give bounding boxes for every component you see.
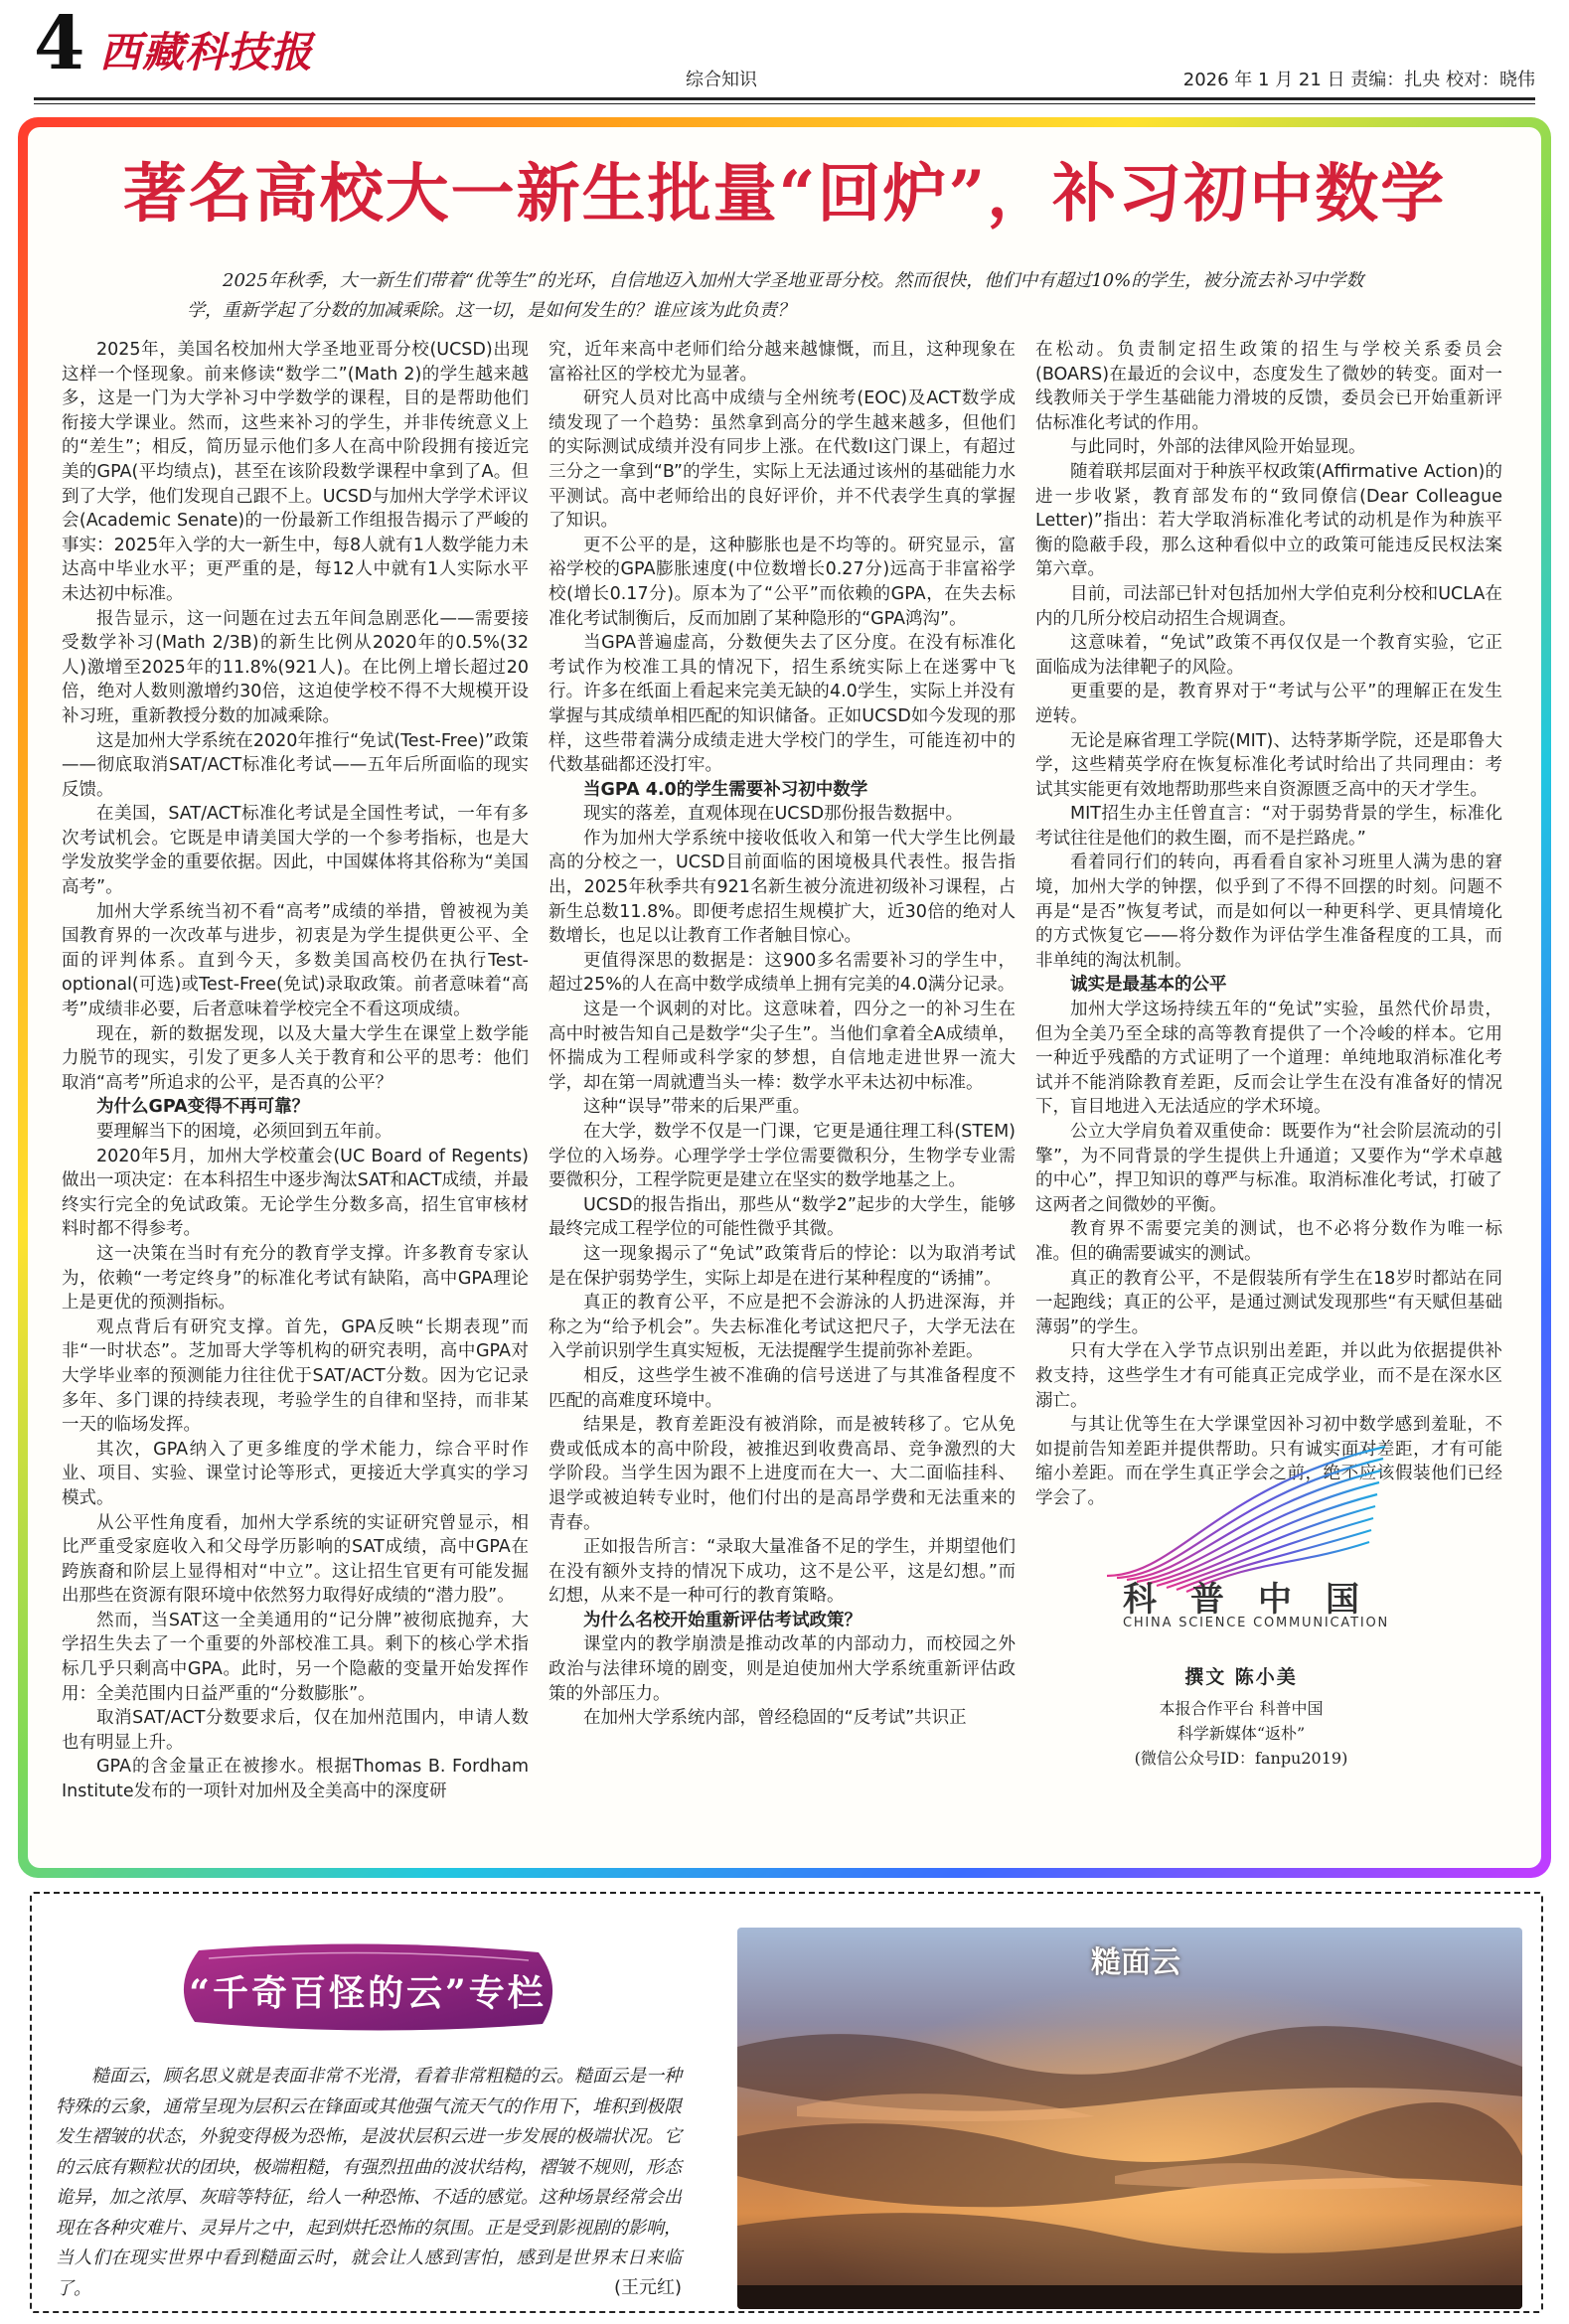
article-paragraph: 这意味着，“免试”政策不再仅仅是一个教育实验，它正面临成为法律靶子的风险。 [1035,633,1502,678]
article-paragraph: 从公平性角度看，加州大学系统的实证研究曾显示，相比严重受家庭收入和父母学历影响的SAT成绩，高中GPA在跨族裔和阶层上显得相对“中立”。这让招生官更有可能发掘出那些在资源有限环境中依然努力取得好成绩的“潜力股”。 [62,1512,529,1607]
article-paragraph: 与此同时，外部的法律风险开始显现。 [1070,437,1366,458]
article-subheading: 诚实是最基本的公平 [1070,975,1227,996]
article-paragraph: 在大学，数学不仅是一门课，它更是通往理工科(STEM)学位的入场券。心理学学士学位需要微积分，生物学专业需要微积分，工程学院更是建立在坚实的数学地基之上。 [549,1122,1016,1191]
article-paragraph: 这一现象揭示了“免试”政策背后的悖论：以为取消考试是在保护弱势学生，实际上却是在进行某种程度的“诱捕”。 [549,1243,1016,1289]
column-banner-title: “千奇百怪的云”专栏 [189,1972,547,2014]
article-paragraph: 课堂内的教学崩溃是推动改革的内部动力，而校园之外政治与法律环境的剧变，则是迫使加州大学系统重新评估政策的外部压力。 [549,1634,1016,1704]
cloud-photo-label: 糙面云 [1091,1945,1180,1980]
article-column-1 [62,338,529,1804]
article-subheading: 当GPA 4.0的学生需要补习初中数学 [583,779,868,800]
article-paragraph: 这一决策在当时有充分的教育学支撑。许多教育专家认为，依赖“一考定终身”的标准化考试有缺陷，高中GPA理论上是更优的预测指标。 [62,1243,529,1314]
article-paragraph: MIT招生办主任曾直言：“对于弱势背景的学生，标准化考试往往是他们的救生圈，而不是拦路虎。” [1035,804,1502,849]
article-paragraph: 这是加州大学系统在2020年推行“免试(Test-Free)”政策——彻底取消SAT/ACT标准化考试——五年后所面临的现实反馈。 [62,730,529,800]
article-paragraph: 现在，新的数据发现，以及大量大学生在课堂上数学能力脱节的现实，引发了更多人关于教育和公平的思考：他们取消“高考”所追求的公平，是否真的公平？ [62,1023,529,1093]
article-paragraph: 目前，司法部已针对包括加州大学伯克利分校和UCLA在内的几所分校启动招生合规调查。 [1035,583,1502,629]
article-paragraph: 然而，当SAT这一全美通用的“记分牌”被彻底抛弃，大学招生失去了一个重要的外部校准工具。剩下的核心学术指标几乎只剩高中GPA。此时，另一个隐蔽的变量开始发挥作用：全美范围内日益严重的“分数膨胀”。 [62,1610,529,1704]
article-subheading: 为什么名校开始重新评估考试政策？ [583,1610,862,1630]
article-paragraph: 更不公平的是，这种膨胀也是不均等的。研究显示，富裕学校的GPA膨胀速度(中位数增长0.27分)远高于非富裕学校(增长0.17分)。原本为了“公平”而依赖的GPA，在失去标准化考试制衡后，反而加剧了某种隐形的“GPA鸿沟”。 [549,535,1016,629]
cloud-column-text: 糙面云，顾名思义就是表面非常不光滑，看着非常粗糙的云。糙面云是一种特殊的云象，通常呈现为层积云在锋面或其他强气流天气的作用下，堆积到极限发生褶皱的状态，外貌变得极为恐怖，是波状层积云进一步发展的极端状况。它的云底有颗粒状的团块，极端粗糙，有强烈扭曲的波状结构，褶皱不规则，形态诡异，加之浓厚、灰暗等特征，给人一种恐怖、不适的感觉。这种场景经常会出现在各种灾难片、灵异片之中，起到烘托恐怖的氛围。正是受到影视剧的影响，当人们在现实世界中看到糙面云时，就会让人感到害怕，感到是世界末日来临了。 [56,2066,682,2299]
article-paragraph: 随着联邦层面对于种族平权政策(Affirmative Action)的进一步收紧，教育部发布的“致同僚信(Dear Colleague Letter)”指出：若大学取消标准化考试的动机是作为种族平衡的隐蔽手段，那么这种看似中立的政策可能违反民权法案第六章。 [1035,461,1502,580]
article-paragraph: 真正的教育公平，不是假装所有学生在18岁时都站在同一起跑线；真正的公平，是通过测试发现那些“有天赋但基础薄弱”的学生。 [1035,1268,1502,1337]
article-paragraph: 取消SAT/ACT分数要求后，仅在加州范围内，申请人数也有明显上升。 [62,1708,529,1753]
article-paragraph: 真正的教育公平，不应是把不会游泳的人扔进深海，并称之为“给予机会”。失去标准化考试这把尺子，大学无法在入学前识别学生真实短板，无法提醒学生提前弥补差距。 [549,1293,1016,1362]
article-paragraph: UCSD的报告指出，那些从“数学2”起步的大学生，能够最终完成工程学位的可能性微乎其微。 [549,1194,1016,1240]
article-paragraph: 无论是麻省理工学院(MIT)、达特茅斯学院，还是耶鲁大学，这些精英学府在恢复标准化考试时给出了共同理由：考试其实能更有效地帮助那些来自资源匮乏高中的天才学生。 [1035,730,1502,800]
article-paragraph: 报告显示，这一问题在过去五年间急剧恶化——需要接受数学补习(Math 2/3B)的新生比例从2020年的0.5%(32人)激增至2025年的11.8%(921人)。在比例上增长超过20倍，绝对人数则激增约30倍，这迫使学校不得不大规模开设补习班，重新教授分数的加减乘除。 [62,608,529,726]
page-number: 4 [34,1,85,86]
article-paragraph: 这是一个讽刺的对比。这意味着，四分之一的补习生在高中时被告知自己是数学“尖子生”。当他们拿着全A成绩单，怀揣成为工程师或科学家的梦想，自信地走进世界一流大学，却在第一周就遭当头一棒：数学水平未达初中标准。 [549,1000,1016,1093]
page-header [0,0,1569,119]
article-byline [1008,1665,1475,1771]
cloud-column-author: (王元红) [613,2277,682,2298]
article-paragraph: 相反，这些学生被不准确的信号送进了与其准备程度不匹配的高难度环境中。 [549,1365,1016,1411]
header-divider-thin [34,103,1535,104]
article-paragraph: 在松动。负责制定招生政策的招生与学校关系委员会(BOARS)在最近的会议中，态度发生了微妙的转变。面对一线教师关于学生基础能力滑坡的反馈，委员会已开始重新评估标准化考试的作用。 [1035,340,1502,433]
byline-partner: 本报合作平台 科普中国 [1159,1699,1324,1718]
article-paragraph: 其次，GPA纳入了更多维度的学术能力，综合平时作业、项目、实验、课堂讨论等形式，更接近大学真实的学习模式。 [62,1439,529,1508]
article-paragraph: 正如报告所言：“录取大量准备不足的学生，并期望他们在没有额外支持的情况下成功，这不是公平，这是幻想。”而幻想，从来不是一种可行的教育策略。 [549,1537,1016,1607]
article-paragraph: 2025年，美国名校加州大学圣地亚哥分校(UCSD)出现这样一个怪现象。前来修读“数学二”(Math 2)的学生越来越多，这是一门为大学补习中学数学的课程，目的是帮助他们衔接大学课业。然而，这些来补习的学生，并非传统意义上的“差生”；相反，简历显示他们多人在高中阶段拥有接近完美的GPA(平均绩点)，甚至在该阶段数学课程中拿到了A。但到了大学，他们发现自己跟不上。UCSD与加州大学学术评议会(Academic Senate)的一份最新工作组报告揭示了严峻的事实：2025年入学的大一新生中，每8人就有1人数学能力未达高中毕业水平；更严重的是，每12人中就有1人实际水平未达初中标准。 [62,340,529,604]
article-subheading: 为什么GPA变得不再可靠？ [96,1097,310,1118]
article-column-3 [1035,338,1502,1511]
article-paragraph: 当GPA普遍虚高，分数便失去了区分度。在没有标准化考试作为校准工具的情况下，招生系统实际上在迷雾中飞行。许多在纸面上看起来完美无缺的4.0学生，实际上并没有掌握与其成绩单相匹配的知识储备。正如UCSD如今发现的那样，这些带着满分成绩走进大学校门的学生，可能连初中的代数基础都还没打牢。 [549,633,1016,776]
logo-text-cn: 科普中国 [1123,1580,1393,1620]
article-paragraph: 要理解当下的困境，必须回到五年前。 [96,1122,392,1142]
article-paragraph: 更值得深思的数据是：这900多名需要补习的学生中，超过25%的人在高中数学成绩单上拥有完美的4.0满分记录。 [549,950,1016,996]
article-paragraph: 加州大学这场持续五年的“免试”实验，虽然代价昂贵，但为全美乃至全球的高等教育提供了一个冷峻的样本。它用一种近乎残酷的方式证明了一个道理：单纯地取消标准化考试并不能消除教育差距，反而会让学生在没有准备好的情况下，盲目地进入无法适应的学术环境。 [1035,1000,1502,1118]
mammatus-cloud-photo [737,1928,1522,2309]
article-paragraph: 与其让优等生在大学课堂因补习初中数学感到羞耻，不如提前告知差距并提供帮助。只有诚实面对差距，才有可能缩小差距。而在学生真正学会之前，绝不应该假装他们已经学会了。 [1035,1415,1502,1508]
issue-info: 2026 年 1 月 21 日 责编：扎央 校对：晓伟 [1182,70,1535,90]
article-paragraph: 究，近年来高中老师们给分越来越慷慨，而且，这种现象在富裕社区的学校尤为显著。 [549,340,1016,385]
article-paragraph: 只有大学在入学节点识别出差距，并以此为依据提供补救支持，这些学生才有可能真正完成学业，而不是在深水区溺亡。 [1035,1341,1502,1411]
article-paragraph: 这种“误导”带来的后果严重。 [583,1097,811,1118]
article-paragraph: 研究人员对比高中成绩与全州统考(EOC)及ACT数学成绩发现了一个趋势：虽然拿到高分的学生越来越多，但他们的实际测试成绩并没有同步上涨。在代数I这门课上，有超过三分之一拿到“B”的学生，实际上无法通过该州的基础能力水平测试。高中老师给出的良好评价，并不代表学生真的掌握了知识。 [549,388,1016,532]
masthead-logo: 西藏科技报 [99,28,314,77]
article-paragraph: 作为加州大学系统中接收低收入和第一代大学生比例最高的分校之一，UCSD目前面临的困境极具代表性。报告指出，2025年秋季共有921名新生被分流进初级补习课程，占新生总数11.8%。即便考虑招生规模扩大，近30倍的绝对人数增长，也足以让教育工作者触目惊心。 [549,828,1016,947]
article-paragraph: 2020年5月，加州大学校董会(UC Board of Regents)做出一项决定：在本科招生中逐步淘汰SAT和ACT成绩，并最终实行完全的免试政策。无论学生分数多高，招生官审核材料时都不得参考。 [62,1146,529,1240]
section-name: 综合知识 [686,70,757,90]
byline-media: 科学新媒体“返朴” [1177,1724,1306,1743]
article-paragraph: 在美国，SAT/ACT标准化考试是全国性考试，一年有多次考试机会。它既是申请美国大学的一个参考指标，也是大学发放奖学金的重要依据。因此，中国媒体将其俗称为“美国高考”。 [62,804,529,898]
article-paragraph: 结果是，教育差距没有被消除，而是被转移了。它从免费或低成本的高中阶段，被推迟到收费高昂、竞争激烈的大学阶段。当学生因为跟不上进度而在大一、大二面临挂科、退学或被迫转专业时，他们付出的是高昂学费和无法重来的青春。 [549,1415,1016,1533]
article-column-2 [549,338,1016,1731]
article-paragraph: 在加州大学系统内部，曾经稳固的“反考试”共识正 [583,1708,967,1729]
article-lede: 2025年秋季，大一新生们带着“优等生”的光环，自信地迈入加州大学圣地亚哥分校。然而很快，他们中有超过10%的学生，被分流去补习中学数学，重新学起了分数的加减乘除。这一切，是如何发生的？谁应该为此负责？ [187,270,1364,321]
header-divider [34,97,1535,100]
article-paragraph: 加州大学系统当初不看“高考”成绩的举措，曾被视为美国教育界的一次改革与进步，初衷是为学生提供更公平、全面的评判体系。直到今天，多数美国高校仍在执行Test-optional(可选)或Test-Free(免试)录取政策。前者意味着“高考”成绩非必要，后者意味着学校完全不看这项成绩。 [62,901,529,1020]
article-paragraph: 观点背后有研究支撑。首先，GPA反映“长期表现”而非“一时状态”。芝加哥大学等机构的研究表明，高中GPA对大学毕业率的预测能力往往优于SAT/ACT分数。因为它记录多年、多门课的持续表现，考验学生的自律和坚持，而非某一天的临场发挥。 [62,1317,529,1436]
article-paragraph: 教育界不需要完美的测试，也不必将分数作为唯一标准。但的确需要诚实的测试。 [1035,1219,1502,1264]
article-paragraph: 现实的落差，直观体现在UCSD那份报告数据中。 [583,804,964,825]
logo-text-en: CHINA SCIENCE COMMUNICATION [1122,1616,1390,1630]
byline-writer: 撰文 陈小美 [1184,1666,1298,1688]
article-paragraph: 看着同行们的转向，再看看自家补习班里人满为患的窘境，加州大学的钟摆，似乎到了不得不回摆的时刻。问题不再是“是否”恢复考试，而是如何以一种更科学、更具情境化的方式恢复它——将分数作为评估学生准备程度的工具，而非单纯的淘汰机制。 [1035,852,1502,971]
article-paragraph: 公立大学肩负着双重使命：既要作为“社会阶层流动的引擎”，为不同背景的学生提供上升通道；又要作为“学术卓越的中心”，捍卫知识的尊严与标准。取消标准化考试，打破了这两者之间微妙的平衡。 [1035,1122,1502,1215]
article-paragraph: GPA的含金量正在被掺水。根据Thomas B. Fordham Institute发布的一项针对加州及全美高中的深度研 [62,1757,529,1802]
article-paragraph: 更重要的是，教育界对于“考试与公平”的理解正在发生逆转。 [1035,682,1502,726]
article-headline: 著名高校大一新生批量“回炉”，补习初中数学 [122,157,1447,232]
byline-wechat: (微信公众号ID：fanpu2019) [1134,1749,1348,1768]
